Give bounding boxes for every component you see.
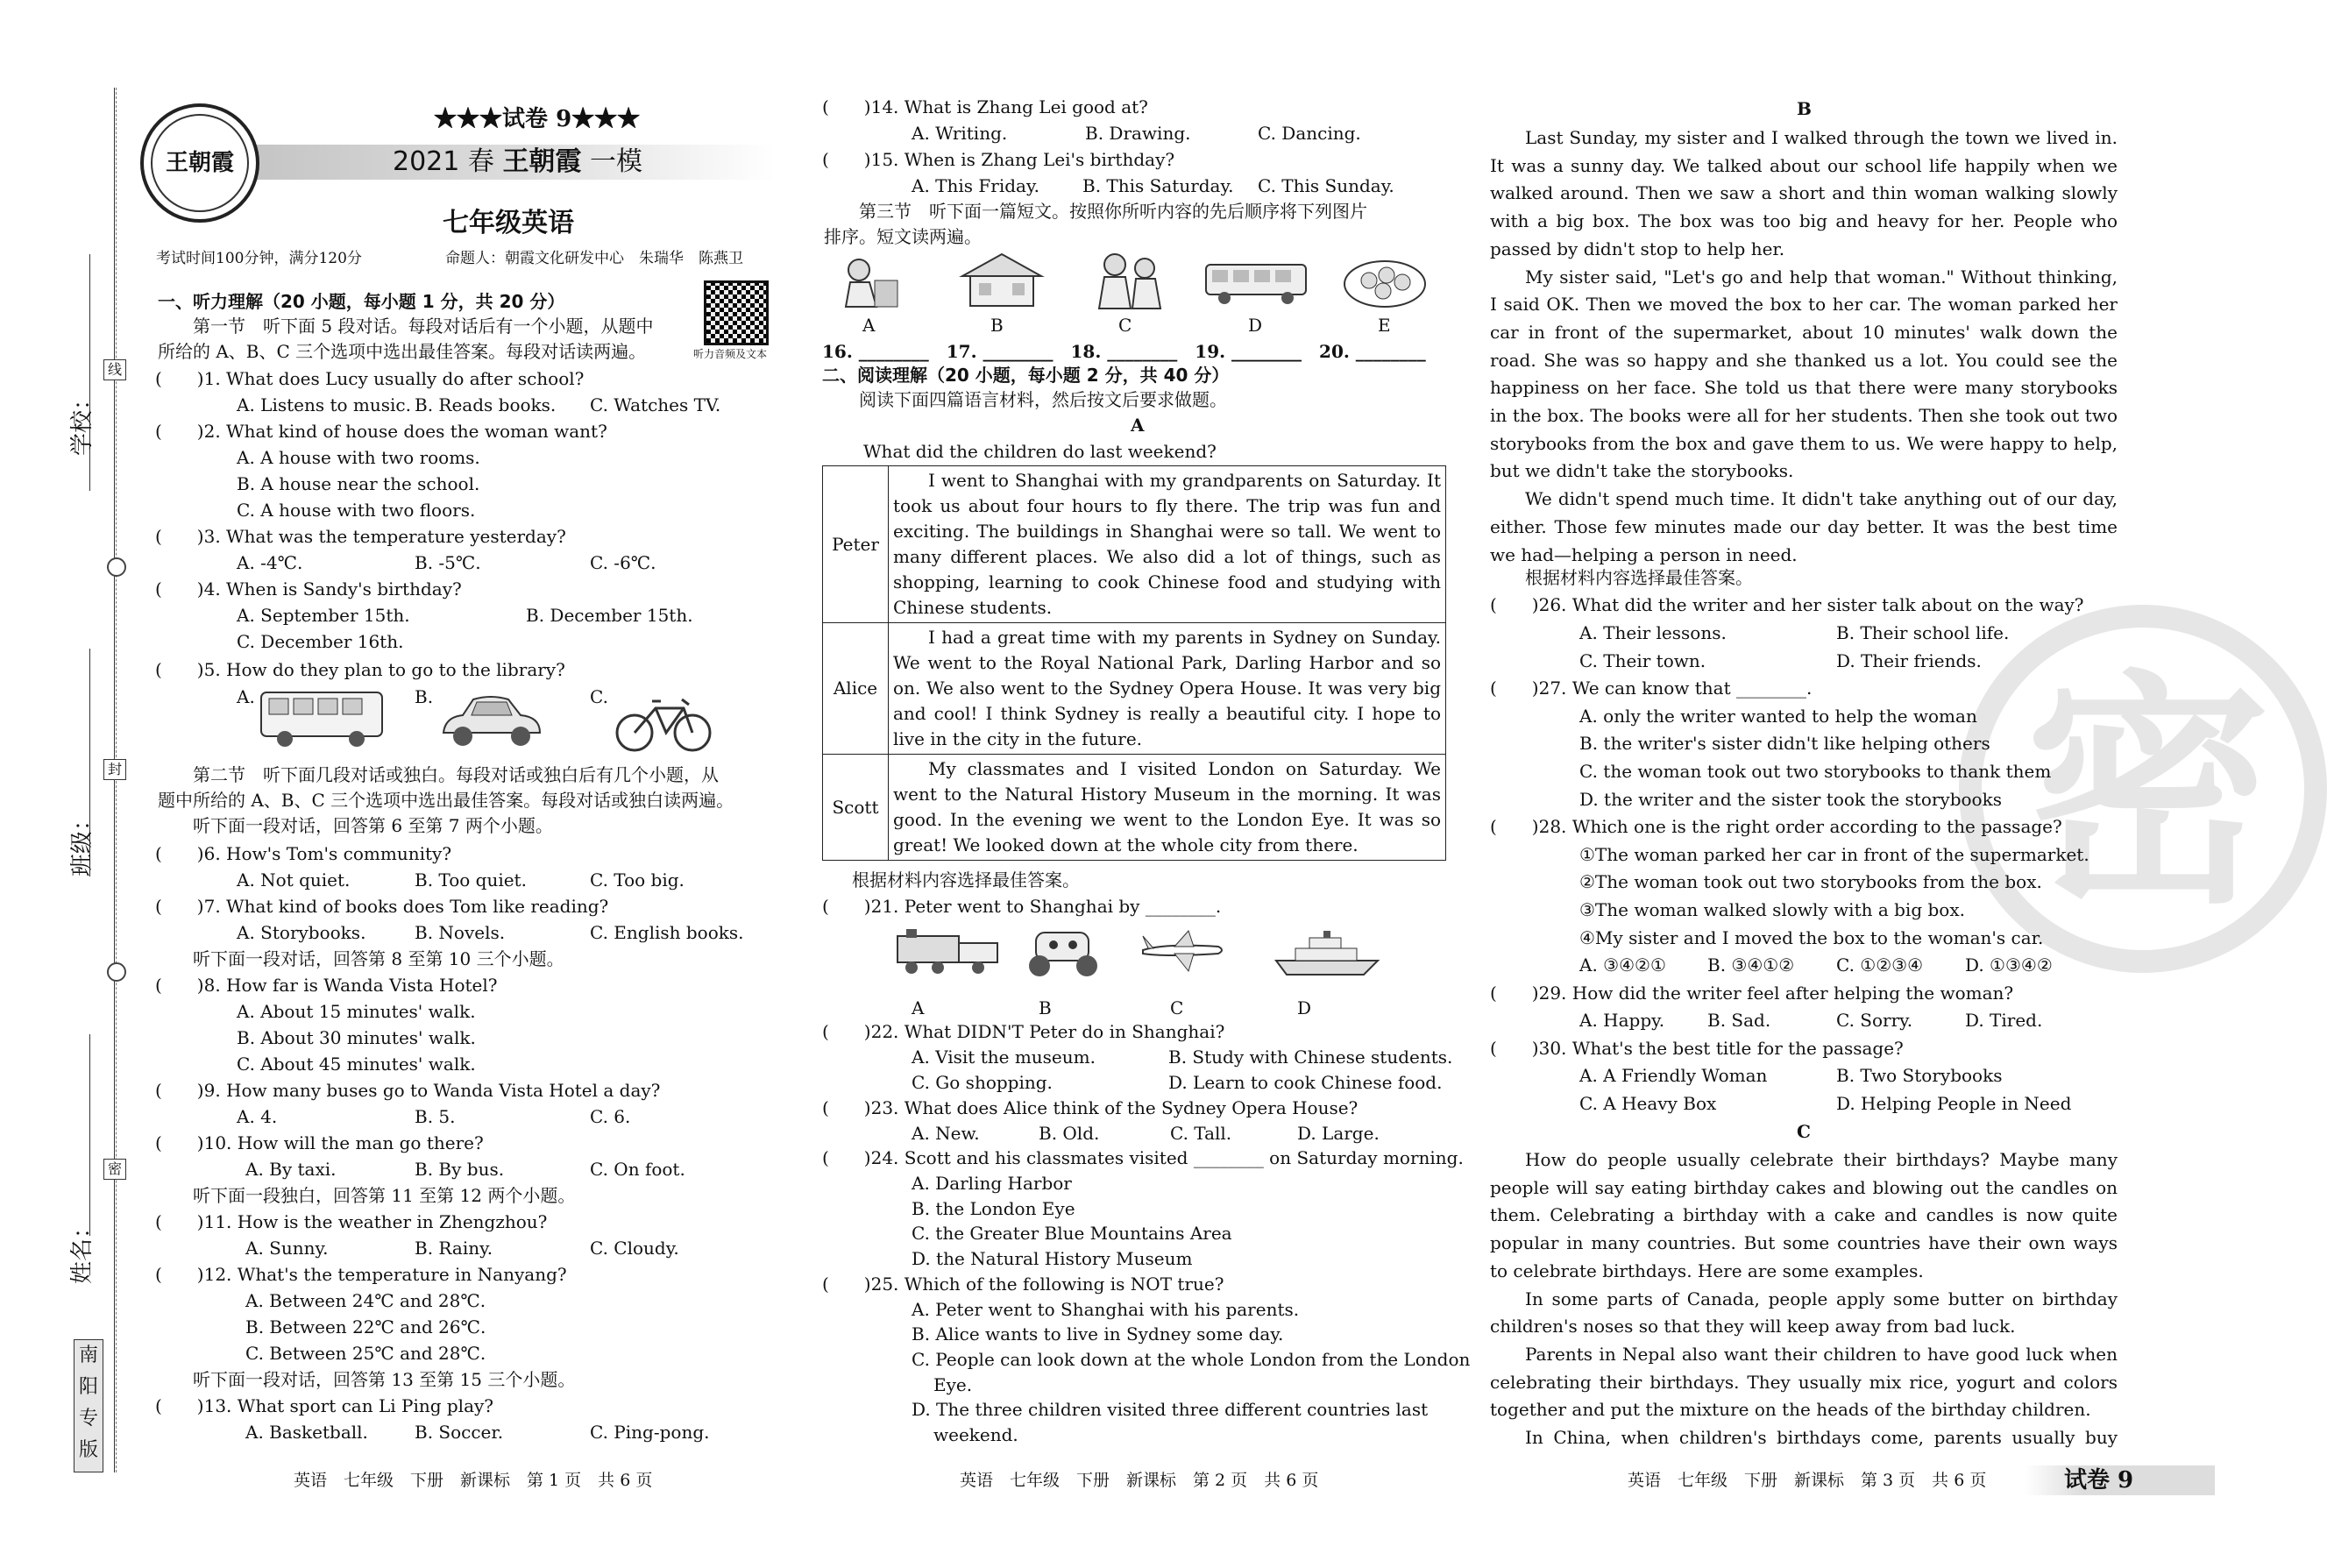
q25-d-cont: weekend. (933, 1424, 1018, 1445)
bus-icon (259, 688, 386, 749)
q4-b[interactable]: B. December 15th. (526, 605, 693, 626)
q1-c[interactable]: C. Watches TV. (590, 394, 721, 415)
sec2-intro: 阅读下面四篇语言材料，然后按文后要求做题。 (824, 389, 1227, 410)
passage-c: How do people usually celebrate their birthdays? Maybe many people will say eating birthday cakes and blowing out the candles on them. Celebrating a birthday with a cake and candles is now quite popular in many countries. But some countries have their own ways to celebrate birthdays. Here are some examples. In some parts of Canada, people apply some butter on birthday children's noses so that they will keep away from bad luck. Parents in Nepal also want their children to have good luck when celebrating their birthdays. They usually mix rice, yogurt and colors together and put the mixture on the heads of the birthday children. In China, when children's birthdays come, parents usually buy (1490, 1149, 2118, 1449)
q14: ( )14. What is Zhang Lei good at? (822, 96, 1148, 117)
q25-c[interactable]: C. People can look down at the whole London from the London (912, 1349, 1471, 1370)
q13-a[interactable]: A. Basketball. (245, 1422, 368, 1443)
q27-d[interactable]: D. the writer and the sister took the storybooks (1579, 789, 2002, 810)
q14-c[interactable]: C. Dancing. (1258, 123, 1361, 144)
q22-b[interactable]: B. Study with Chinese students. (1168, 1047, 1453, 1068)
plane-icon (1139, 927, 1227, 976)
q15-a[interactable]: A. This Friday. (912, 175, 1039, 196)
q9-a[interactable]: A. 4. (237, 1106, 278, 1127)
q15-b[interactable]: B. This Saturday. (1082, 175, 1234, 196)
train-icon (894, 927, 1004, 976)
q8-a[interactable]: A. About 15 minutes' walk. (237, 1001, 476, 1022)
qr-code-icon[interactable] (704, 280, 769, 345)
q27: ( )27. We can know that ________. (1490, 678, 1813, 699)
listen-13-15: 听下面一段对话，回答第 13 至第 15 三个小题。 (158, 1369, 576, 1390)
q28-b[interactable]: B. ③④①② (1707, 954, 1795, 976)
table-row (823, 755, 1446, 861)
q21-d[interactable]: D (1297, 997, 1312, 1018)
row-name: Peter (823, 466, 889, 623)
q14-a[interactable]: A. Writing. (912, 123, 1008, 144)
q2-a[interactable]: A. A house with two rooms. (237, 447, 480, 468)
passage-b-instruction: 根据材料内容选择最佳答案。 (1490, 567, 1753, 588)
q28: ( )28. Which one is the right order according to the passage? (1490, 816, 2062, 837)
footer-page3: 英语 七年级 下册 新课标 第 3 页 共 6 页 (1628, 1471, 1987, 1490)
seal-line-char: 线 (103, 359, 126, 380)
sec1-part1-intro: 第一节 听下面 5 段对话。每段对话后有一个小题，从题中 (158, 316, 654, 337)
q5-a[interactable]: A. (237, 686, 255, 707)
q24: ( )24. Scott and his classmates visited ________ on Saturday morning. (822, 1147, 1464, 1168)
q26: ( )26. What did the writer and her sister talk about on the way? (1490, 594, 2084, 615)
section1-heading: 一、听力理解（20 小题，每小题 1 分，共 20 分） (158, 291, 565, 312)
subject-title: 七年级英语 (443, 208, 574, 238)
q27-b[interactable]: B. the writer's sister didn't like helping others (1579, 733, 1990, 754)
q6-b[interactable]: B. Too quiet. (415, 869, 527, 890)
seal-seal-char: 封 (103, 759, 126, 780)
q21-a[interactable]: A (912, 997, 925, 1018)
q26-d[interactable]: D. Their friends. (1836, 650, 1982, 671)
q1-b[interactable]: B. Reads books. (415, 394, 557, 415)
row-text: I went to Shanghai with my grandparents on Saturday. It took us about four hours to fly there. The trip was fun and exciting. The buildings in Shanghai were so tall. We went to many different places. We also did a lot of things, such as shopping, learning to cook Chinese food and studying with Chinese students. (889, 466, 1446, 623)
passage-a-table (822, 465, 1446, 861)
q29-c[interactable]: C. Sorry. (1836, 1010, 1913, 1031)
q3-b[interactable]: B. -5℃. (415, 552, 481, 573)
q13-c[interactable]: C. Ping-pong. (590, 1422, 710, 1443)
q2: ( )2. What kind of house does the woman want? (155, 421, 607, 442)
picture-d-icon (1203, 261, 1309, 305)
q6-a[interactable]: A. Not quiet. (237, 869, 351, 890)
q25-c-cont: Eye. (933, 1374, 973, 1395)
q6-c[interactable]: C. Too big. (590, 869, 685, 890)
picture-b-icon (958, 250, 1046, 311)
q11-a[interactable]: A. Sunny. (245, 1238, 329, 1259)
q29: ( )29. How did the writer feel after helping the woman? (1490, 983, 2014, 1004)
secret-stamp: 密 (1959, 605, 2327, 973)
binding-margin (0, 0, 123, 1568)
q12-c[interactable]: C. Between 25℃ and 28℃. (245, 1343, 486, 1364)
brand-logo: 王朝霞 (140, 103, 259, 223)
q8-b[interactable]: B. About 30 minutes' walk. (237, 1027, 476, 1048)
q25-d[interactable]: D. The three children visited three different countries last (912, 1399, 1429, 1420)
q7-b[interactable]: B. Novels. (415, 922, 506, 943)
q12: ( )12. What's the temperature in Nanyang? (155, 1264, 567, 1285)
answer-blanks-16-20[interactable]: 16. ________ 17. ________ 18. ________ 19. ________ 20. ________ (822, 341, 1426, 362)
picture-a-icon (833, 254, 903, 311)
section2-heading: 二、阅读理解（20 小题，每小题 2 分，共 40 分） (822, 365, 1230, 386)
q7-a[interactable]: A. Storybooks. (237, 922, 366, 943)
table-row (823, 466, 1446, 623)
q26-a[interactable]: A. Their lessons. (1579, 622, 1727, 643)
q1: ( )1. What does Lucy usually do after school? (155, 368, 585, 389)
sec1-part3-intro2: 排序。短文读两遍。 (824, 226, 982, 247)
listen-8-10: 听下面一段对话，回答第 8 至第 10 三个小题。 (158, 948, 564, 969)
row-text: I had a great time with my parents in Sydney on Sunday. We went to the Royal National Park, Darling Harbor and so on. We also went to the Sydney Opera House. It was very big and cool! I think Sydney is really a beautiful city. I hope to live in the city in the future. (889, 623, 1446, 755)
q29-a[interactable]: A. Happy. (1579, 1010, 1665, 1031)
class-label: 班级： (69, 807, 96, 876)
row-name: Scott (823, 755, 889, 861)
q10-b[interactable]: B. By bus. (415, 1159, 505, 1180)
q30-a[interactable]: A. A Friendly Woman (1579, 1065, 1768, 1086)
picture-label-d: D (1248, 315, 1263, 336)
q29-d[interactable]: D. Tired. (1965, 1010, 2043, 1031)
listen-11-12: 听下面一段独白，回答第 11 至第 12 两个小题。 (158, 1185, 576, 1206)
q10-a[interactable]: A. By taxi. (245, 1159, 337, 1180)
q2-c[interactable]: C. A house with two floors. (237, 500, 476, 521)
toy-car-icon (1024, 920, 1103, 982)
q8: ( )8. How far is Wanda Vista Hotel? (155, 975, 498, 996)
picture-label-b: B (990, 315, 1004, 336)
q1-a[interactable]: A. Listens to music. (237, 394, 411, 415)
q27-a[interactable]: A. only the writer wanted to help the woman (1579, 706, 1977, 727)
qr-caption: 听力音频及文本 (693, 348, 768, 360)
q23-c[interactable]: C. Tall. (1170, 1123, 1232, 1144)
q8-c[interactable]: C. About 45 minutes' walk. (237, 1054, 476, 1075)
q30-d[interactable]: D. Helping People in Need (1836, 1093, 2072, 1114)
q30-c[interactable]: C. A Heavy Box (1579, 1093, 1717, 1114)
picture-label-a: A (862, 315, 876, 336)
q26-c[interactable]: C. Their town. (1579, 650, 1706, 671)
q27-c[interactable]: C. the woman took out two storybooks to thank them (1579, 761, 2052, 782)
q26-b[interactable]: B. Their school life. (1836, 622, 2010, 643)
passage-c-heading: C (1797, 1121, 1811, 1142)
q25-a[interactable]: A. Peter went to Shanghai with his parents. (912, 1299, 1300, 1320)
q11-b[interactable]: B. Rainy. (415, 1238, 493, 1259)
q4: ( )4. When is Sandy's birthday? (155, 578, 462, 600)
q7: ( )7. What kind of books does Tom like reading? (155, 896, 609, 917)
q28-item4: ④My sister and I moved the box to the woman's car. (1579, 927, 2044, 948)
table-row (823, 623, 1446, 755)
q11: ( )11. How is the weather in Zhengzhou? (155, 1211, 548, 1232)
exam-title: 2021 春 王朝霞 一模 (393, 146, 642, 177)
picture-c-icon (1080, 247, 1176, 313)
q13-b[interactable]: B. Soccer. (415, 1422, 504, 1443)
picture-e-icon (1341, 252, 1429, 309)
q28-item1: ①The woman parked her car in front of the supermarket. (1579, 844, 2089, 865)
sec1-part1-intro2: 所给的 A、B、C 三个选项中选出最佳答案。每段对话读两遍。 (158, 341, 647, 362)
exam-number: ★★★试卷 9★★★ (434, 106, 641, 132)
passage-a-instruction: 根据材料内容选择最佳答案。 (852, 869, 1080, 890)
q11-c[interactable]: C. Cloudy. (590, 1238, 679, 1259)
sec1-part3-intro: 第三节 听下面一篇短文。按照你所听内容的先后顺序将下列图片 (824, 201, 1367, 222)
q5: ( )5. How do they plan to go to the library? (155, 659, 565, 680)
q3-a[interactable]: A. -4℃. (237, 552, 303, 573)
passage-b: Last Sunday, my sister and I walked through the town we lived in. It was a sunny day. We talked about our school life happily when we walked around. Then we saw a short and thin woman walking slowly with a big box. The box was too big and heavy for her. People who passed by didn't stop to help her. My sister said, "Let's go and help that woman." Without thinking, I said OK. Then we moved the box to her car. The woman parked her car in front of the supermarket, about 10 minutes' walk down the road. She was so happy and she thanked us a lot. You could see the happiness on her face. She told us that there were many storybooks in the box. The books were all for her students. Then she took out two storybooks from the box and gave them to us. We were happy to help, but we didn't take the storybooks. We didn't spend much time. It didn't take anything out of our day, either. Those few minutes made our day better. It was the best time we had—helping a person in need. (1490, 127, 2118, 565)
car-icon (436, 691, 546, 752)
q22-a[interactable]: A. Visit the museum. (912, 1047, 1096, 1068)
q5-c[interactable]: C. (590, 686, 608, 707)
q28-item3: ③The woman walked slowly with a big box. (1579, 899, 1965, 920)
q30: ( )30. What's the best title for the passage? (1490, 1038, 1904, 1059)
q2-b[interactable]: B. A house near the school. (237, 473, 480, 494)
q3: ( )3. What was the temperature yesterday? (155, 526, 566, 547)
q3-c[interactable]: C. -6℃. (590, 552, 656, 573)
q7-c[interactable]: C. English books. (590, 922, 744, 943)
q6: ( )6. How's Tom's community? (155, 843, 452, 864)
q21-c[interactable]: C (1170, 997, 1184, 1018)
q9-c[interactable]: C. 6. (590, 1106, 631, 1127)
q9: ( )9. How many buses go to Wanda Vista Hotel a day? (155, 1080, 661, 1101)
q22: ( )22. What DIDN'T Peter do in Shanghai? (822, 1021, 1225, 1042)
q28-a[interactable]: A. ③④②① (1579, 954, 1666, 976)
school-label: 学校： (69, 387, 96, 456)
passage-a-title: What did the children do last weekend? (863, 441, 1217, 462)
q23-a[interactable]: A. New. (912, 1123, 980, 1144)
time-info: 考试时间100分钟，满分120分 (156, 250, 362, 267)
q23: ( )23. What does Alice think of the Sydney Opera House? (822, 1097, 1359, 1118)
q12-b[interactable]: B. Between 22℃ and 26℃. (245, 1316, 486, 1337)
footer-exam-tag: 试卷 9 (2064, 1467, 2134, 1494)
q24-b[interactable]: B. the London Eye (912, 1198, 1075, 1219)
q4-c[interactable]: C. December 16th. (237, 631, 404, 652)
q24-d[interactable]: D. the Natural History Museum (912, 1248, 1193, 1269)
q30-b[interactable]: B. Two Storybooks (1836, 1065, 2003, 1086)
q23-b[interactable]: B. Old. (1039, 1123, 1100, 1144)
q5-b[interactable]: B. (415, 686, 434, 707)
q9-b[interactable]: B. 5. (415, 1106, 456, 1127)
footer-page2: 英语 七年级 下册 新课标 第 2 页 共 6 页 (960, 1471, 1319, 1490)
q24-a[interactable]: A. Darling Harbor (912, 1173, 1072, 1194)
q25: ( )25. Which of the following is NOT true? (822, 1274, 1224, 1295)
q10-c[interactable]: C. On foot. (590, 1159, 685, 1180)
edition-box: 南 阳 专 版 (74, 1339, 103, 1472)
ship-icon (1273, 931, 1382, 979)
q22-c[interactable]: C. Go shopping. (912, 1072, 1053, 1093)
q22-d[interactable]: D. Learn to cook Chinese food. (1168, 1072, 1443, 1093)
q10: ( )10. How will the man go there? (155, 1132, 484, 1153)
q12-a[interactable]: A. Between 24℃ and 28℃. (245, 1290, 486, 1311)
name-label: 姓名： (69, 1215, 96, 1284)
sec1-part2-intro: 第二节 听下面几段对话或独白。每段对话或独白后有几个小题，从 (158, 764, 719, 785)
seal-mi-char: 密 (103, 1159, 126, 1180)
q23-d[interactable]: D. Large. (1297, 1123, 1380, 1144)
row-name: Alice (823, 623, 889, 755)
q15-c[interactable]: C. This Sunday. (1258, 175, 1394, 196)
footer-page1: 英语 七年级 下册 新课标 第 1 页 共 6 页 (294, 1471, 653, 1490)
passage-a-heading: A (1131, 415, 1145, 436)
picture-label-c: C (1118, 315, 1132, 336)
passage-b-heading: B (1797, 98, 1812, 119)
q25-b[interactable]: B. Alice wants to live in Sydney some day. (912, 1323, 1284, 1345)
q28-c[interactable]: C. ①②③④ (1836, 954, 1924, 976)
q29-b[interactable]: B. Sad. (1707, 1010, 1771, 1031)
q4-a[interactable]: A. September 15th. (237, 605, 410, 626)
row-text: My classmates and I visited London on Saturday. We went to the Natural History Museum in the morning. It was good. In the evening we went to the London Eye. It was so great! We looked down at the whole city from there. (889, 755, 1446, 861)
q21: ( )21. Peter went to Shanghai by ________. (822, 896, 1222, 917)
q14-b[interactable]: B. Drawing. (1085, 123, 1191, 144)
picture-label-e: E (1378, 315, 1391, 336)
authors: 命题人：朝霞文化研发中心 朱瑞华 陈燕卫 (445, 250, 743, 267)
q28-d[interactable]: D. ①③④② (1965, 954, 2053, 976)
q24-c[interactable]: C. the Greater Blue Mountains Area (912, 1223, 1232, 1244)
q15: ( )15. When is Zhang Lei's birthday? (822, 149, 1175, 170)
q28-item2: ②The woman took out two storybooks from the box. (1579, 871, 2042, 892)
bicycle-icon (614, 689, 714, 755)
sec1-part2-intro2: 题中所给的 A、B、C 三个选项中选出最佳答案。每段对话或独白读两遍。 (158, 790, 734, 811)
q13: ( )13. What sport can Li Ping play? (155, 1395, 494, 1416)
q21-b[interactable]: B (1039, 997, 1052, 1018)
listen-6-7: 听下面一段对话，回答第 6 至第 7 两个小题。 (158, 815, 553, 836)
